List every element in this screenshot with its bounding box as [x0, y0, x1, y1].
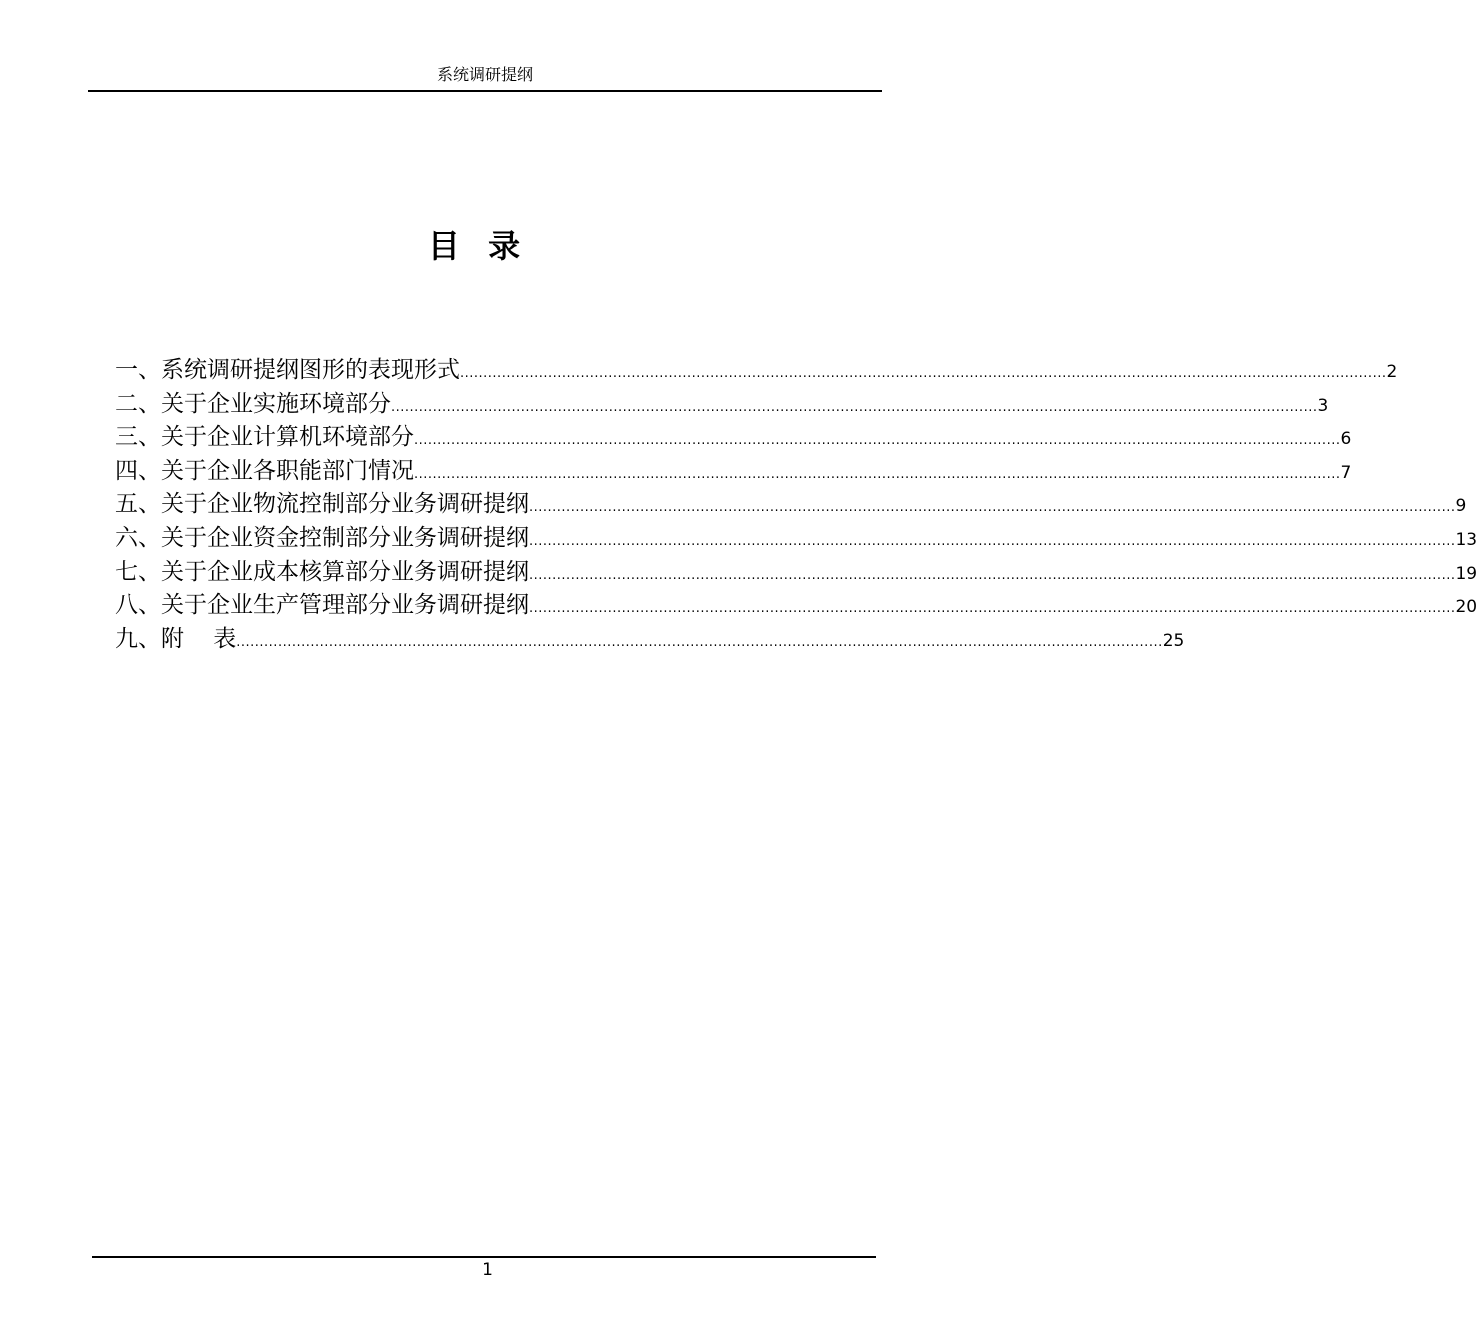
toc-entry-page: 13	[1455, 529, 1477, 550]
toc-entry-page: 2	[1386, 362, 1398, 382]
toc-leader-dots: ........................................................................................................................................................................................................	[460, 366, 1387, 381]
toc-entry[interactable]	[115, 488, 1467, 522]
toc-entry[interactable]	[115, 354, 1398, 388]
toc-leader-dots: ........................................................................................................................................................................................................	[529, 567, 1456, 583]
toc-entry-page: 6	[1340, 429, 1352, 450]
toc-entry-label: 四、关于企业各职能部门情况	[115, 457, 414, 484]
toc-entry[interactable]	[115, 455, 1352, 489]
toc-entry-label: 九、附 表	[115, 625, 237, 652]
header-title: 系统调研提纲	[436, 65, 533, 84]
toc-leader-dots: ........................................................................................................................................................................................................	[529, 500, 1456, 516]
toc-entry-label: 八、关于企业生产管理部分业务调研提纲	[115, 592, 529, 619]
toc-entry-page: 25	[1162, 630, 1185, 651]
toc-entry[interactable]	[115, 556, 1477, 590]
toc-title: 目 录	[427, 227, 523, 265]
toc-entry-label: 五、关于企业物流控制部分业务调研提纲	[115, 491, 529, 518]
toc-entry-page: 7	[1340, 462, 1352, 483]
toc-entry-page: 9	[1455, 496, 1467, 517]
toc-entry-label: 一、系统调研提纲图形的表现形式	[115, 357, 460, 383]
toc-entry-label: 七、关于企业成本核算部分业务调研提纲	[115, 558, 529, 585]
toc-leader-dots: ........................................................................................................................................................................................................	[529, 601, 1456, 617]
toc-entry[interactable]	[115, 522, 1477, 556]
toc-entry[interactable]	[115, 623, 1185, 657]
toc-entry-page: 19	[1455, 563, 1477, 584]
footer-divider	[92, 1256, 876, 1258]
toc-entry-page: 3	[1317, 395, 1329, 416]
toc-entry-label: 二、关于企业实施环境部分	[115, 390, 391, 417]
toc-entry[interactable]	[115, 388, 1329, 422]
page-header	[88, 64, 882, 92]
table-of-contents	[115, 354, 1477, 656]
toc-leader-dots: ........................................................................................................................................................................................................	[529, 533, 1456, 549]
toc-leader-dots: ........................................................................................................................................................................................................	[414, 433, 1341, 449]
toc-entry[interactable]	[115, 421, 1352, 455]
toc-entry-label: 三、关于企业计算机环境部分	[115, 424, 414, 451]
toc-leader-dots: ........................................................................................................................................................................................................	[391, 399, 1318, 415]
toc-leader-dots: ........................................................................................................................................................................................................	[414, 466, 1341, 482]
toc-leader-dots: ........................................................................................................................................................................................................	[236, 634, 1163, 650]
toc-entry[interactable]	[115, 589, 1477, 623]
toc-entry-label: 六、关于企业资金控制部分业务调研提纲	[115, 524, 529, 551]
toc-entry-page: 20	[1455, 597, 1477, 618]
page-number: 1	[482, 1260, 493, 1280]
